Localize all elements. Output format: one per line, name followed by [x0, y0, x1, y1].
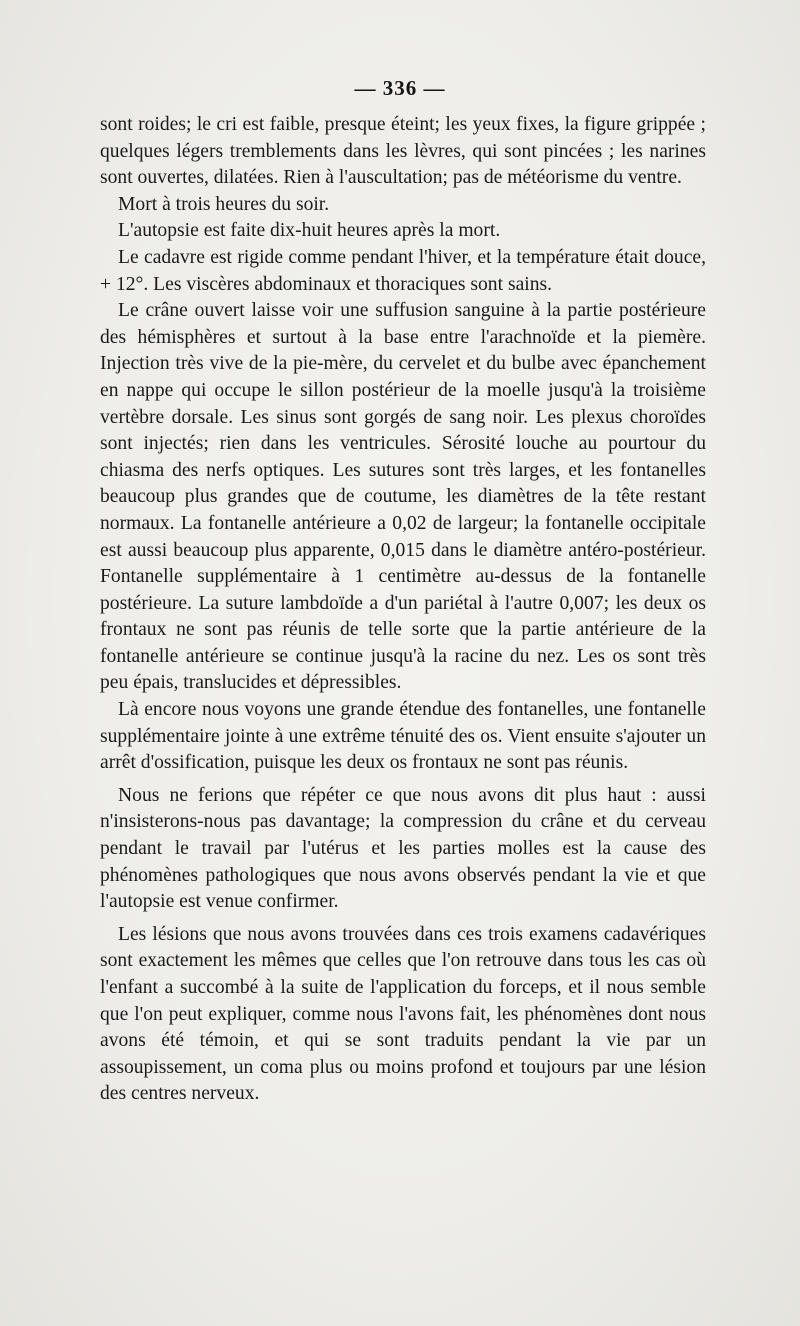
paragraph-compression: Nous ne ferions que répéter ce que nous avons dit plus haut : aussi n'insisterons-nous pas davantage; la compression du crâne et du cerveau pendant le travail par l'utérus et les parties molles est la cause des phénomènes pathologiques que nous avons observés pendant la vie et que l'autopsie est venue confirmer.	[100, 784, 706, 913]
paragraph-lesions: Les lésions que nous avons trouvées dans ces trois examens cadavériques sont exactement les mêmes que celles que l'on retrouve dans tous les cas où l'enfant a succombé à la suite de l'application du forceps, et il nous semble que l'on peut expliquer, comme nous l'avons fait, les phénomènes dont nous avons été témoin, et qui se sont traduits pendant la vie par un assoupissement, un coma plus ou moins profond et toujours par une lésion des centres nerveux.	[100, 923, 706, 1105]
paragraph-skull-findings: Le crâne ouvert laisse voir une suffusion sanguine à la partie postérieure des hémisphères et surtout à la base entre l'arachnoïde et la piemère. Injection très vive de la pie-mère, du cervelet et du bulbe avec épanchement en nappe qui occupe le sillon postérieur de la moelle jusqu'à la troisième vertèbre dorsale. Les sinus sont gorgés de sang noir. Les plexus choroïdes sont injectés; rien dans les ventricules. Sérosité louche au pourtour du chiasma des nerfs optiques. Les sutures sont très larges, et les fontanelles beaucoup plus grandes que de coutume, les diamètres de la tête restant normaux. La fontanelle antérieure a 0,02 de largeur; la fontanelle occipitale est aussi beaucoup plus apparente, 0,015 dans le diamètre antéro-postérieur. Fontanelle supplémentaire à 1 centimètre au-dessus de la fontanelle postérieure. La suture lambdoïde a d'un pariétal à l'autre 0,007; les deux os frontaux ne sont pas réunis de telle sorte que la partie antérieure de la fontanelle antérieure se continue jusqu'à la racine du nez. Les os sont très peu épais, translucides et dépressibles.	[100, 300, 706, 694]
paragraph-continuation: sont roides; le cri est faible, presque éteint; les yeux fixes, la figure grippée ; quelques légers tremblements dans les lèvres, qui sont pincées ; les narines sont ouvertes, dilatées. Rien à l'auscultation; pas de météorisme du ventre.	[100, 114, 706, 189]
body-text	[100, 112, 706, 1108]
paragraph-cadaver: Le cadavre est rigide comme pendant l'hiver, et la température était douce, + 12°. Les viscères abdominaux et thoraciques sont sains.	[100, 246, 706, 295]
paragraph-fontanelles: Là encore nous voyons une grande étendue des fontanelles, une fontanelle supplémentaire jointe à une extrême ténuité des os. Vient ensuite s'ajouter un arrêt d'ossification, puisque les deux os frontaux ne sont pas réunis.	[100, 699, 706, 774]
page-number: — 336 —	[354, 76, 446, 100]
paragraph-time-of-death: Mort à trois heures du soir.	[118, 193, 330, 215]
paragraph-autopsy-time: L'autopsie est faite dix-huit heures après la mort.	[118, 220, 501, 242]
